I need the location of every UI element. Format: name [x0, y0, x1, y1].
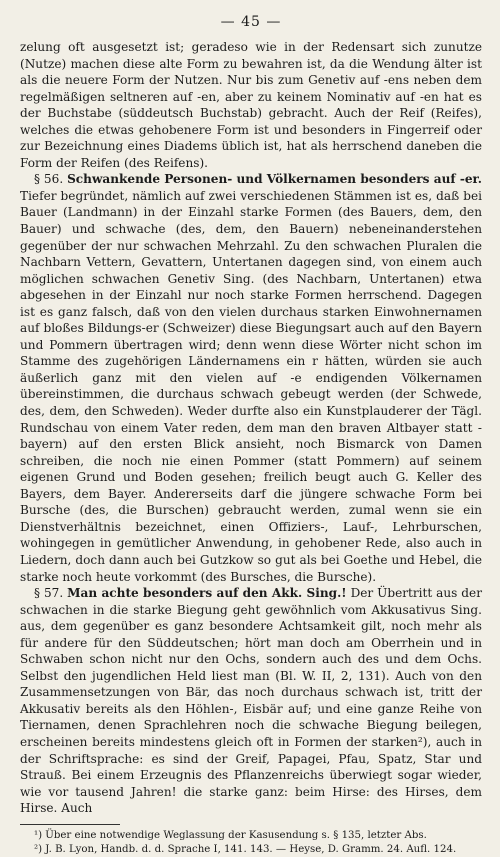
- footnote-1: ¹) Über eine notwendige Weglassung der Kasusendung s. § 135, letzter Abs.: [34, 829, 427, 841]
- footnote-divider: [20, 824, 120, 825]
- body-text: [20, 39, 482, 817]
- section-57-number: § 57.: [34, 586, 64, 601]
- section-57-text: Der Übertritt aus der schwachen in die starke Biegung geht gewöhnlich vom Akkusativus Sing. aus, dem gegenüber es ganz besondere Achtsamkeit gilt, noch mehr als für andere für den Süddeutschen; hört man doch am Oberrhein und in Schwaben schon nicht nur den Ochs, sondern auch des und dem Ochs. Selbst den jugendlichen Held liest man (Bl. W. II, 2, 131). Auch von den Zusammensetzungen von Bär, das noch durchaus schwach ist, tritt der Akkusativ bereits als den Höhlen-, Eisbär auf; und eine ganze Reihe von Tiernamen, denen Sprachlehren noch die schwache Biegung beilegen, erscheinen bereits mindestens gleich oft in Formen der starken²), auch in der Schriftsprache: es sind der Greif, Papagei, Pfau, Spatz, Star und Strauß. Bei einem Erzeugnis des Pflanzenreichs überwiegt sogar wieder, wie vor tausend Jahren! die starke ganz: beim Hirse: des Hirses, dem Hirse. Auch: [20, 586, 482, 816]
- footnote-2: ²) J. B. Lyon, Handb. d. d. Sprache I, 141. 143. — Heyse, D. Gramm. 24. Aufl. 124.: [34, 843, 457, 855]
- section-57-paragraph: [20, 585, 482, 817]
- section-56-paragraph: [20, 171, 482, 585]
- page-number: — 45 —: [220, 14, 282, 30]
- footnotes: [20, 829, 482, 857]
- section-57-title: Man achte besonders auf den Akk. Sing.!: [67, 586, 347, 601]
- paragraph-continuation: zelung oft ausgesetzt ist; geradeso wie in der Redensart sich zunutze (Nutze) machen diese alte Form zu bewahren ist, da die Wendung älter ist als die neuere Form der Nutzen. Nur bis zum Genetiv auf -ens neben dem regelmäßigen seltneren auf -en, aber zu keinem Nominativ auf -en hat es der Buchstabe (süddeutsch Buchstab) gebracht. Auch der Reif (Reifes), welches die etwas gehobenere Form ist und besonders in Fingerreif oder zur Bezeichnung eines Diadems üblich ist, hat als herrschend daneben die Form der Reifen (des Reifens).: [20, 40, 482, 170]
- section-56-title: Schwankende Personen- und Völkernamen besonders auf -er.: [67, 172, 483, 187]
- section-56-text: Tiefer begründet, nämlich auf zwei verschiedenen Stämmen ist es, daß bei Bauer (Landmann) in der Einzahl starke Formen (des Bauers, dem, den Bauer) und schwache (des, dem, den Bauern) nebeneinanderstehen gegenüber der nur schwachen Mehrzahl. Zu den schwachen Pluralen die Nachbarn Vettern, Gevattern, Untertanen dagegen sind, von einem auch möglichen schwachen Genetiv Sing. (des Nachbarn, Untertanen) etwa abgesehen in der Einzahl nur noch starke Formen herrschend. Dagegen ist es ganz falsch, daß von den vielen durchaus starken Einwohnernamen auf bloßes Bildungs-er (Schweizer) diese Biegungsart auch auf den Bayern und Pommern übertragen wird; denn wenn diese Wörter nicht schon im Stamme des zugehörigen Ländernamens ein r hätten, würden sie auch äußerlich ganz mit den vielen auf -e endigenden Völkernamen übereinstimmen, die durchaus schwach gebeugt werden (der Schwede, des, dem, den Schweden). Weder durfte also ein Kunstplauderer der Tägl. Rundschau von einem Vater reden, dem man den braven Altbayer statt -bayern) auf den ersten Blick ansieht, noch Bismarck von Damen schreiben, die noch nie einen Pommer (statt Pommern) auf seinem eigenen Grund und Boden gesehen; freilich beugt auch G. Keller des Bayers, dem Bayer. Andererseits darf die jüngere schwache Form bei Bursche (des, die Burschen) gebraucht werden, zumal wenn sie ein Dienstverhältnis bezeichnet, einen Offiziers-, Lauf-, Lehrburschen, wohingegen in gemütlicher Anwendung, in gehobener Rede, also auch in Liedern, doch dann auch bei Gutzkow so gut als bei Goethe und Hebel, die starke noch heute vorkommt (des Bursches, die Bursche).: [20, 188, 482, 584]
- section-56-number: § 56.: [34, 172, 64, 187]
